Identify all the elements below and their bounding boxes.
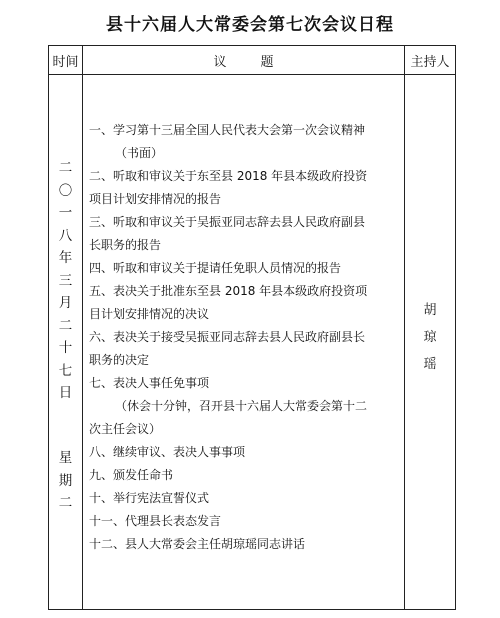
agenda-list [89,119,400,556]
time-cell [49,75,83,610]
agenda-item-line: 项目计划安排情况的报告 [89,192,222,206]
table-body-row [49,75,456,610]
weekday-char: 期 [58,472,73,489]
weekday-char: 二 [58,495,73,511]
date-char: 二 [58,317,73,334]
date-char: 月 [58,295,73,311]
agenda-table [48,45,456,610]
agenda-item-line: 九、颁发任命书 [89,468,174,482]
date-char: 二 [58,160,73,176]
agenda-item-line: 六、表决关于接受吴振亚同志辞去县人民政府副县长 [89,330,366,344]
agenda-item-line: 二、听取和审议关于东至县 2018 年县本级政府投资 [89,169,368,183]
agenda-item-line: 长职务的报告 [89,238,162,252]
host-char: 琼 [423,330,437,345]
agenda-item-line: 八、继续审议、表决人事事项 [89,445,246,459]
agenda-item-line: 七、表决人事任免事项 [89,376,210,390]
agenda-item [89,510,400,533]
header-host: 主持人 [405,46,456,75]
agenda-item-line: 职务的决定 [89,353,150,367]
date-char: 十 [58,340,73,356]
date-char: 年 [58,250,73,266]
page-title: 县十六届人大常委会第七次会议日程 [106,15,394,35]
agenda-item [89,533,400,556]
agenda-item [89,441,400,464]
agenda-item [89,165,400,211]
host-cell [405,75,456,610]
agenda-item-line: 三、听取和审议关于吴振亚同志辞去县人民政府副县 [89,215,366,229]
host-char: 胡 [423,303,437,318]
agenda-item [89,464,400,487]
agenda-item-line: （休会十分钟，召开县十六届人大常委会第十二 [115,399,368,413]
header-topic-part-1: 议 [213,54,227,70]
agenda-item [89,257,400,280]
host-vertical-text [405,297,455,378]
agenda-item-line: 十二、县人大常委会主任胡琼瑶同志讲话 [89,537,306,551]
agenda-item [89,487,400,510]
agenda-item [89,119,400,165]
date-vertical-text [49,157,82,405]
agenda-item-line: 次主任会议） [89,422,162,436]
date-char: 〇 [58,182,73,199]
weekday-vertical-text [49,447,82,515]
agenda-item [89,211,400,257]
agenda-item-line: 十、举行宪法宣誓仪式 [89,491,210,505]
date-char: 三 [58,272,73,289]
header-topic [83,46,405,75]
agenda-item-line: 四、听取和审议关于提请任免职人员情况的报告 [89,261,342,275]
header-time: 时间 [49,46,83,75]
host-char: 瑶 [423,357,437,372]
agenda-item-line: 一、学习第十三届全国人民代表大会第一次会议精神 [89,123,366,137]
agenda-item-line: 目计划安排情况的决议 [89,307,210,321]
date-char: 七 [58,362,73,379]
header-topic-part-2: 题 [260,54,274,70]
agenda-items-cell [83,75,405,610]
agenda-item-line: 十一、代理县长表态发言 [89,514,222,528]
agenda-item-line: （书面） [115,146,164,160]
agenda-item-line: 五、表决关于批准东至县 2018 年县本级政府投资项 [89,284,368,298]
date-char: 日 [58,385,73,401]
agenda-item [89,326,400,372]
agenda-item [89,372,400,441]
table-header-row [49,46,456,75]
date-char: 八 [58,227,73,244]
weekday-char: 星 [58,450,73,466]
agenda-item [89,280,400,326]
date-char: 一 [58,205,73,221]
